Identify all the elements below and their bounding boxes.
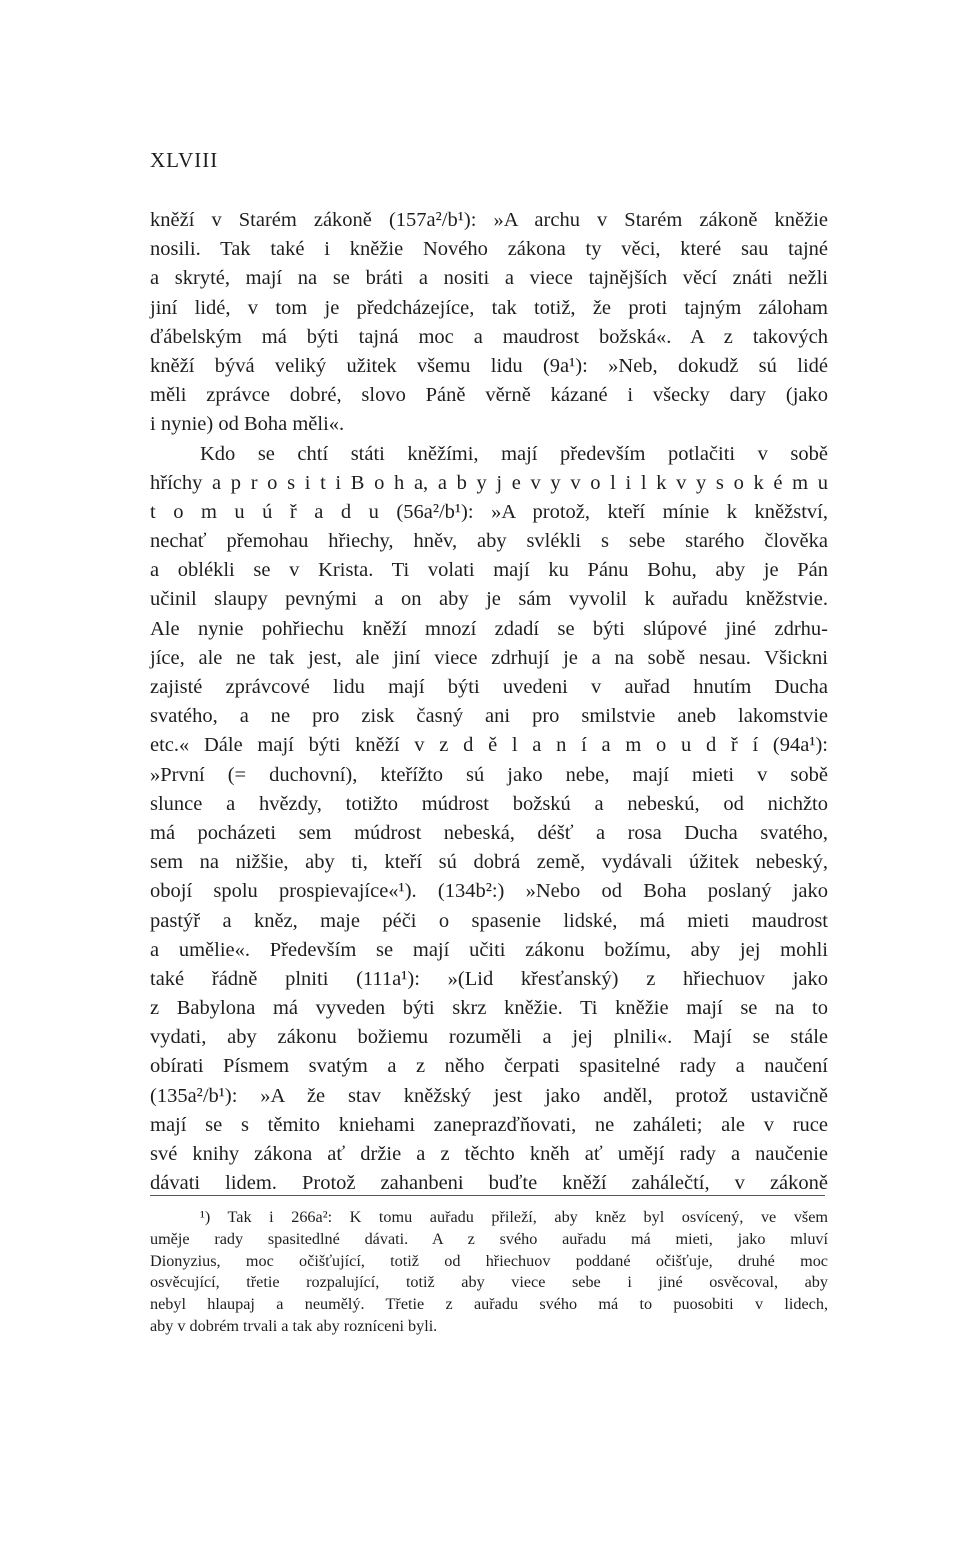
text-line: svatého, a ne pro zisk časný ani pro smilstvie aneb lakomstvie	[150, 705, 828, 728]
text-line: a umělie«. Především se mají učiti zákonu božímu, aby jej mohli	[150, 938, 828, 961]
text-line: (135a²/b¹): »A že stav kněžský jest jako anděl, protož ustavičně	[150, 1084, 828, 1107]
footnote-line: Dionyzius, moc očišťující, totiž od hřiechuov poddané očišťuje, druhé moc	[150, 1251, 828, 1270]
text-line: a oblékli se v Krista. Ti volati mají ku Pánu Bohu, aby je Pán	[150, 559, 828, 582]
footnote-line: uměje rady spasitedlné dávati. A z svého auřadu má mieti, jako mluví	[150, 1229, 828, 1248]
text-line: obírati Písmem svatým a z něho čerpati spasitelné rady a naučení	[150, 1055, 828, 1078]
text-line: slunce a hvězdy, totižto múdrost božskú a nebeskú, od nichžto	[150, 792, 828, 815]
text-line: učinil slaupy pevnými a on aby je sám vyvolil k auřadu kněžstvie.	[150, 588, 828, 611]
text-line: také řádně plniti (111a¹): »(Lid křesťanský) z hřiechuov jako	[150, 967, 828, 990]
text-line: t o m u ú ř a d u (56a²/b¹): »A protož, kteří mínie k kněžství,	[150, 500, 828, 523]
footnotes	[150, 1207, 828, 1338]
text-line: měli zprávce dobré, slovo Páně věrně kázané i všecky dary (jako	[150, 384, 828, 407]
text-line: má pocházeti sem múdrost nebeská, déšť a rosa Ducha svatého,	[150, 821, 828, 844]
text-line: kněží v Starém zákoně (157a²/b¹): »A archu v Starém zákoně kněžie	[150, 209, 828, 231]
text-line: obojí spolu prospievajíce«¹). (134b²:) »Nebo od Boha poslaný jako	[150, 880, 828, 903]
text-line: z Babylona má vyveden býti skrz kněžie. Ti kněžie mají se na to	[150, 997, 828, 1020]
text-line: etc.« Dále mají býti kněží v z d ě l a n í a m o u d ř í (94a¹):	[150, 734, 828, 757]
text-line: mají se s těmito kniehami zaneprazďňovati, ne zaháleti; ale v ruce	[150, 1113, 828, 1136]
footnote-line: osvěcující, třetie rozpalující, totiž aby viece sebe i jiné osvěcoval, aby	[150, 1273, 828, 1292]
text-line: hříchy a p r o s i t i B o h a, a b y j e v y v o l i l k v y s o k é m u	[150, 471, 828, 494]
text-line: nosili. Tak také i kněžie Nového zákona ty věci, které sau tajné	[150, 238, 828, 261]
footnote-divider	[150, 1195, 825, 1196]
text-line: »První (= duchovní), kteřížto sú jako nebe, mají mieti v sobě	[150, 763, 828, 786]
text-line: Ale nynie pohřiechu kněží mnozí zdadí se býti slúpové jiné zdrhu-	[150, 617, 828, 640]
page-number: XLVIII	[150, 148, 219, 172]
text-line: nechať přemohau hřiechy, hněv, aby svlékli s sebe starého člověka	[150, 530, 828, 553]
text-line: jíce, ale ne tak jest, ale jiní viece zdrhují je a na sobě nesau. Všickni	[150, 646, 828, 669]
text-line: ďábelským má býti tajná moc a maudrost božská«. A z takových	[150, 325, 828, 348]
text-line: zajisté zprávcové lidu mají býti uvedeni v auřad hnutím Ducha	[150, 676, 828, 698]
text-line: vydati, aby zákonu božiemu rozuměli a jej plnili«. Mají se stále	[150, 1026, 828, 1049]
text-line: a skryté, mají na se bráti a nositi a viece tajnějších věcí znáti nežli	[150, 267, 828, 290]
text-line: své knihy zákona ať držie a z těchto kněh ať umějí rady a naučenie	[150, 1143, 828, 1165]
paragraph-start-line: Kdo se chtí státi kněžími, mají především potlačiti v sobě	[200, 442, 828, 465]
text-line: pastýř a kněz, maje péči o spasenie lidské, má mieti maudrost	[150, 909, 828, 932]
text-line: kněží bývá veliký užitek všemu lidu (9a¹): »Neb, dokudž sú lidé	[150, 354, 828, 377]
footnote-line: nebyl hlaupaj a neumělý. Třetie z auřadu svého má to puosobiti v lidech,	[150, 1295, 828, 1314]
footnote-line: ¹) Tak i 266a²: K tomu auřadu přileží, aby kněz byl osvícený, ve všem	[200, 1208, 828, 1226]
text-line: dávati lidem. Protož zahanbeni buďte kněží zahálečtí, v zákoně	[150, 1172, 828, 1195]
text-line: i nynie) od Boha měli«.	[150, 413, 345, 436]
text-line: jiní lidé, v tom je předcházejíce, tak totiž, že proti tajným záloham	[150, 296, 828, 319]
footnote-line: aby v dobrém trvali a tak aby rozníceni byli.	[150, 1316, 438, 1335]
text-line: sem na nižšie, aby ti, kteří sú dobrá země, vydávali úžitek nebeský,	[150, 851, 828, 874]
main-text	[150, 206, 828, 1198]
